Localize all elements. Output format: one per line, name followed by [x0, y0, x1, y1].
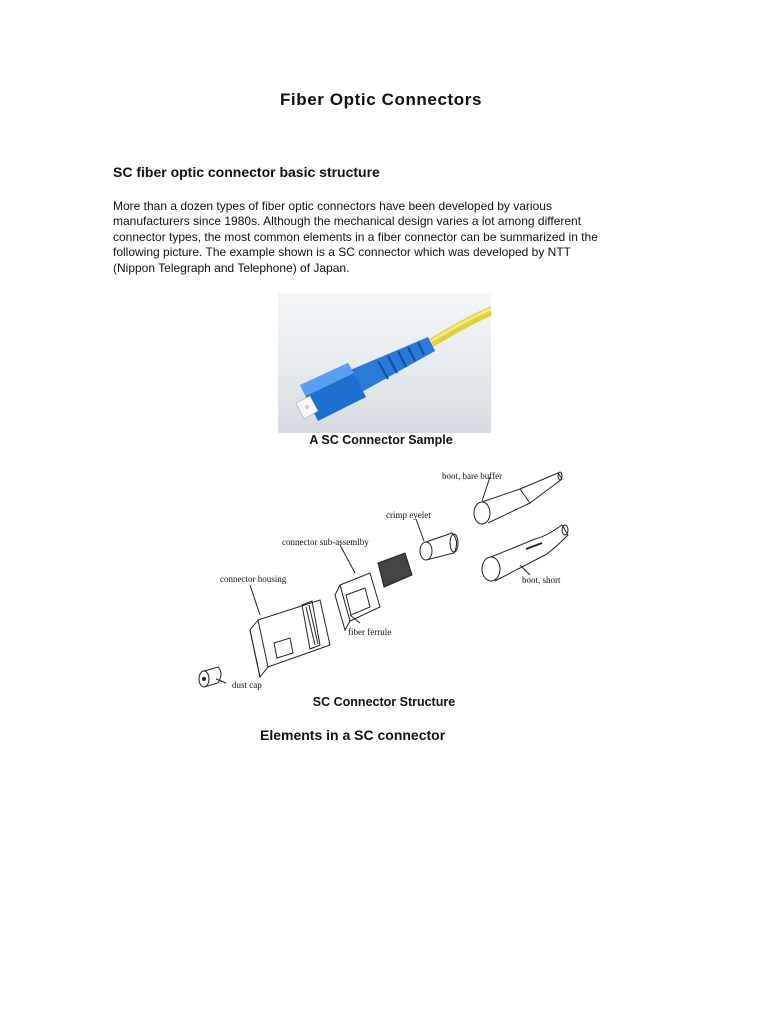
paragraph-line: following picture. The example shown is a SC connector which was developed by NTT — [113, 245, 572, 260]
connector-housing-part — [250, 600, 330, 677]
page-title: Fiber Optic Connectors — [279, 90, 483, 109]
sc-connector-illustration — [278, 293, 491, 433]
paragraph-line: connector types, the most common elements in a fiber connector can be summarized in the — [113, 229, 598, 244]
label-fiber-ferrule: fiber ferrule — [348, 627, 392, 637]
section-heading: SC fiber optic connector basic structure — [113, 164, 380, 180]
connector-sub-assembly-part — [335, 553, 412, 630]
paragraph-line: (Nippon Telegraph and Telephone) of Japan. — [113, 260, 350, 275]
paragraph-line: manufacturers since 1980s. Although the mechanical design varies a lot among different — [113, 214, 582, 229]
label-connector-sub-assembly: connector sub-assemlby — [282, 537, 369, 547]
dust-cap-part — [199, 667, 221, 687]
label-dust-cap: dust cap — [232, 680, 262, 690]
label-boot-short: boot, short — [522, 575, 561, 585]
label-connector-housing: connector housing — [220, 574, 287, 584]
elements-heading: Elements in a SC connector — [260, 727, 446, 743]
sc-connector-photo — [278, 293, 491, 433]
paragraph-line: More than a dozen types of fiber optic connectors have been developed by various — [113, 199, 552, 213]
intro-paragraph — [113, 199, 658, 276]
sc-connector-structure-diagram — [190, 455, 590, 700]
label-crimp-eyelet: crimp eyelet — [386, 510, 431, 520]
crimp-eyelet-part — [420, 533, 458, 560]
label-boot-bare-buffer: boot, bare buffer — [442, 471, 503, 481]
diagram-caption: SC Connector Structure — [312, 695, 456, 709]
photo-caption: A SC Connector Sample — [309, 433, 453, 447]
boot-short-part — [482, 525, 568, 581]
